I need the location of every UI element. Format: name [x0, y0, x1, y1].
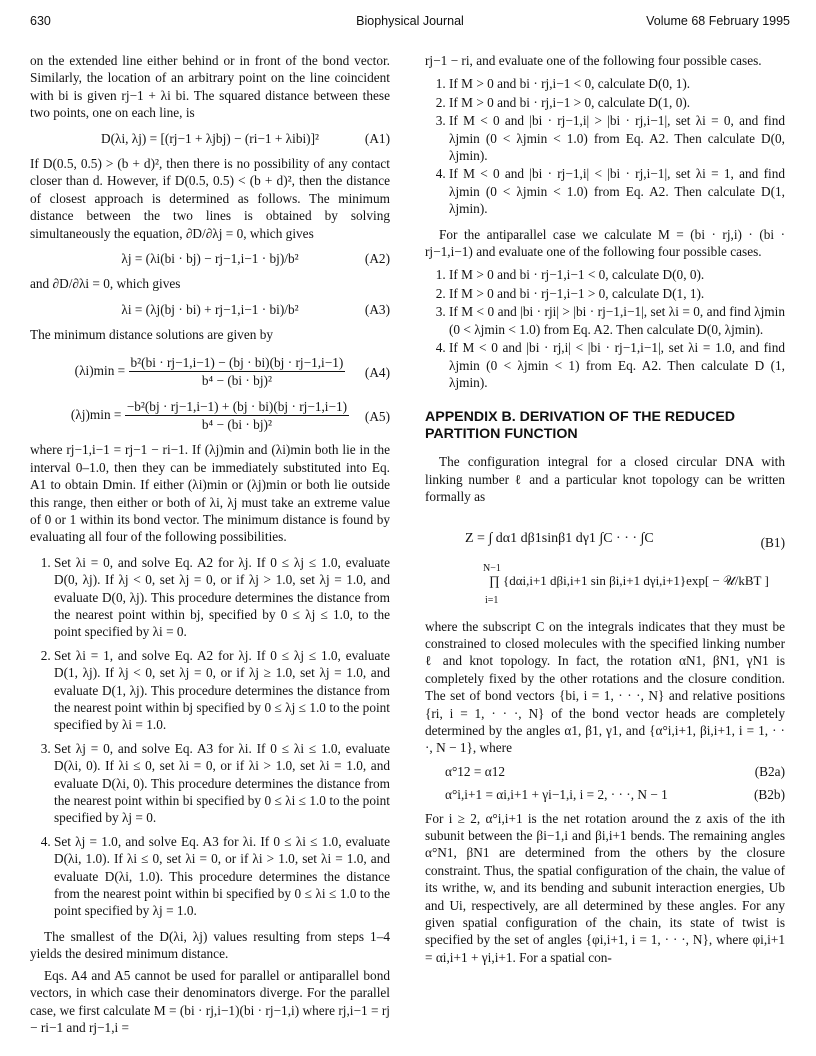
left-column [30, 52, 390, 1036]
equation-number: (A1) [364, 130, 390, 146]
equation-text: α°12 = α12 [445, 763, 505, 779]
equation-number: (A3) [364, 301, 390, 317]
page-number: 630 [30, 14, 51, 28]
equation-text: D(λi, λj) = [(rj−1 + λjbj) − (ri−1 + λibi)]² [100, 130, 320, 146]
antiparallel-cases [425, 266, 785, 391]
list-item: 1. If M > 0 and bi · rj−1,i−1 < 0, calculate D(0, 0). [449, 266, 785, 283]
equation-lhs: (λj)min = [70, 406, 122, 422]
procedure-steps [30, 554, 390, 920]
paragraph: where rj−1,i−1 = rj−1 − ri−1. If (λj)min and (λi)min both lie in the interval 0–1.0, then they can be immediately substituted into Eq. A1 to obtain Dmin. If either (λi)min or (λj)min or both lie outside this range, then either or both of λi, λj must take an extreme value of 0 or 1 within its bond vector. The minimum distance is found by evaluating all four of the following possibilities. [30, 442, 390, 545]
list-item: 1. Set λi = 0, and solve Eq. A2 for λj. If 0 ≤ λj ≤ 1.0, evaluate D(0, λj). If λj < 0, set λj = 0, or if λj > 1.0, set λj = 1.0, and evaluate D(0, λj). This procedure determines the distance from the nearest point within bj, specified by 0 ≤ λj ≤ 1.0, to the point specified by λi = 0. [54, 554, 390, 641]
product-lower-limit: i=1 [485, 594, 499, 606]
equation-text: α°i,i+1 = αi,i+1 + γi−1,i, i = 2, · · ·, N − 1 [445, 787, 668, 803]
paragraph: and ∂D/∂λi = 0, which gives [30, 276, 181, 292]
paragraph: For i ≥ 2, α°i,i+1 is the net rotation around the z axis of the ith subunit between the βi−1,i and βi,i+1 bends. The remaining angles α°N1, βN1 are determined from the others by the closure constraint. Thus, the spatial configuration of the chain, the value of its writhe, w, and its bending and subunit interaction energies, Ub and Ui, respectively, are all determined by these angles. For any given spatial configuration of the chain, its state of twist is specified by the set of angles {φi,i+1, i = 1, · · ·, N}, where φi,i+1 = αi,i+1 + γi,i+1. For a spatial con- [425, 810, 785, 965]
appendix-heading: APPENDIX B. DERIVATION OF THE REDUCED PARTITION FUNCTION [425, 409, 736, 443]
equation-b1 [425, 516, 785, 612]
denominator: b⁴ − (bi · bj)² [201, 416, 272, 432]
equation-a4 [30, 354, 390, 390]
equation-number: (B1) [760, 534, 785, 550]
equation-b2b [425, 786, 785, 803]
equation-line: Z = ∫ dα1 dβ1sinβ1 dγ1 ∫C · · · ∫C [465, 530, 654, 546]
numerator: b²(bi · rj−1,i−1) − (bj · bi)(bj · rj−1,i−1) [129, 354, 346, 372]
list-item: 3. Set λj = 0, and solve Eq. A3 for λi. If 0 ≤ λi ≤ 1.0, evaluate D(λi, 0). If λi ≤ 0, set λi = 0, or if λi > 1.0, set λi = 1.0, and evaluate D(λi, 0). This procedure determines the distance from the nearest point within bi specified by 0 ≤ λi ≤ 1.0 to the point specified by λj = 0. [54, 740, 390, 827]
equation-text: λj = (λi(bi · bj) − rj−1,i−1 · bj)/b² [121, 251, 299, 267]
paragraph: The configuration integral for a closed circular DNA with linking number ℓ and a particular knot topology can be written formally as [425, 454, 785, 505]
paragraph: If D(0.5, 0.5) > (b + d)², then there is no possibility of any contact closer than d. However, if D(0.5, 0.5) < (b + d)², then the distance of closest approach is determined as follows. The minimum distance between the two lines is obtained by solving simultaneously the equation, ∂D/∂λj = 0, which gives [30, 156, 390, 241]
list-item: 2. If M > 0 and bi · rj−1,i−1 > 0, calculate D(1, 1). [449, 285, 785, 302]
journal-name: Biophysical Journal [356, 14, 464, 28]
list-item: 3. If M < 0 and |bi · rji| > |bi · rj−1,i−1|, set λi = 0, and find λjmin (0 < λjmin < 1.0) from Eq. A2. Then calculate D(0, λjmin). [449, 303, 785, 338]
paragraph: where the subscript C on the integrals indicates that they must be constrained to closed molecules with the specified linking number ℓ and knot topology. In fact, the rotation αN1, βN1, γN1 is completely fixed by the other rotations and the closure condition. The set of bond vectors {bi, i = 1, · · ·, N} and relative positions {ri, i = 1, · · ·, N} of the bond vector heads are completely determined by the angles α1, β1, γ1, and {α°i,i+1, βi,i+1, i = 1, · · ·, N − 1}, where [425, 618, 785, 756]
equation-number: (A5) [364, 408, 390, 424]
equation-a2 [30, 250, 390, 267]
equation-number: (B2b) [753, 787, 785, 803]
numerator: −b²(bj · rj−1,i−1) + (bj · bi)(bj · rj−1,i−1) [125, 398, 349, 416]
equation-number: (A2) [364, 251, 390, 267]
equation-line: ∏ {dαi,i+1 dβi,i+1 sin βi,i+1 dγi,i+1}exp[ − 𝒰/kBT ] [489, 572, 769, 588]
paragraph: The minimum distance solutions are given by [30, 327, 273, 343]
right-column [425, 52, 785, 966]
equation-lhs: (λi)min = [74, 362, 126, 378]
fraction [125, 398, 349, 434]
equation-b2a [425, 763, 785, 780]
paragraph: Eqs. A4 and A5 cannot be used for parallel or antiparallel bond vectors, in which case their denominators diverge. For the parallel case, we first calculate M = (bi · rj,i−1)(bi · rj−1,i) where rj,i−1 = rj − ri−1 and rj−1,i = [30, 967, 390, 1035]
equation-a1 [30, 130, 390, 147]
denominator: b⁴ − (bi · bj)² [201, 373, 272, 389]
product-upper-limit: N−1 [483, 562, 501, 574]
parallel-cases [425, 75, 785, 217]
list-item: 2. If M > 0 and bi · rj,i−1 > 0, calculate D(1, 0). [449, 94, 785, 111]
paragraph: For the antiparallel case we calculate M = (bi · rj,i) · (bi · rj−1,i−1) and evaluate one of the following four possible cases. [425, 226, 785, 260]
list-item: 4. Set λj = 1.0, and solve Eq. A3 for λi. If 0 ≤ λi ≤ 1.0, evaluate D(λi, 1.0). If λi ≤ 0, set λi = 0, or if λi > 1.0, set λi = 1.0, and evaluate D(λi, 1.0). This procedure determines the distance from the nearest point within bi specified by 0 ≤ λi ≤ 1.0 to the point specified by λj = 1.0. [54, 833, 390, 920]
fraction [129, 354, 346, 390]
list-item: 1. If M > 0 and bi · rj,i−1 < 0, calculate D(0, 1). [449, 75, 785, 92]
list-item: 3. If M < 0 and |bi · rj−1,i| > |bi · rj,i−1|, set λi = 0, and find λjmin (0 < λjmin < 1.0) from Eq. A2. Then calculate D(0, λjmin). [449, 112, 785, 164]
list-item: 4. If M < 0 and |bi · rj−1,i| < |bi · rj,i−1|, set λi = 1, and find λjmin (0 < λjmin < 1.0) from Eq. A2. Then calculate D(1, λjmin). [449, 165, 785, 217]
page-header [30, 14, 790, 34]
equation-a3 [30, 301, 390, 318]
paragraph: The smallest of the D(λi, λj) values resulting from steps 1–4 yields the desired minimum distance. [30, 928, 390, 962]
equation-a5 [30, 398, 390, 434]
equation-number: (A4) [364, 364, 390, 380]
paragraph: on the extended line either behind or in front of the bond vector. Similarly, the location of an arbitrary point on the line coincident with bi is given rj−1 + λi bi. The squared distance between these two points, one on each line, is [30, 53, 390, 121]
paragraph: rj−1 − ri, and evaluate one of the following four possible cases. [425, 53, 762, 68]
volume-info: Volume 68 February 1995 [646, 14, 790, 28]
list-item: 4. If M < 0 and |bi · rj,i| < |bi · rj−1,i−1|, set λi = 1.0, and find λjmin (0 < λjmin < 1) from Eq. A2. Then calculate D (1, λjmin). [449, 339, 785, 391]
list-item: 2. Set λi = 1, and solve Eq. A2 for λj. If 0 ≤ λj ≤ 1.0, evaluate D(1, λj). If λj < 0, set λj = 0, or if λj ≥ 1.0, set λj = 1.0, and evaluate D(1, λj). This procedure determines the distance from the nearest point within bj specified by 0 ≤ λj ≤ 1.0 to the point specified by λi = 1.0. [54, 647, 390, 734]
equation-text: λi = (λj(bj · bi) + rj−1,i−1 · bi)/b² [121, 301, 299, 317]
equation-number: (B2a) [754, 763, 785, 779]
